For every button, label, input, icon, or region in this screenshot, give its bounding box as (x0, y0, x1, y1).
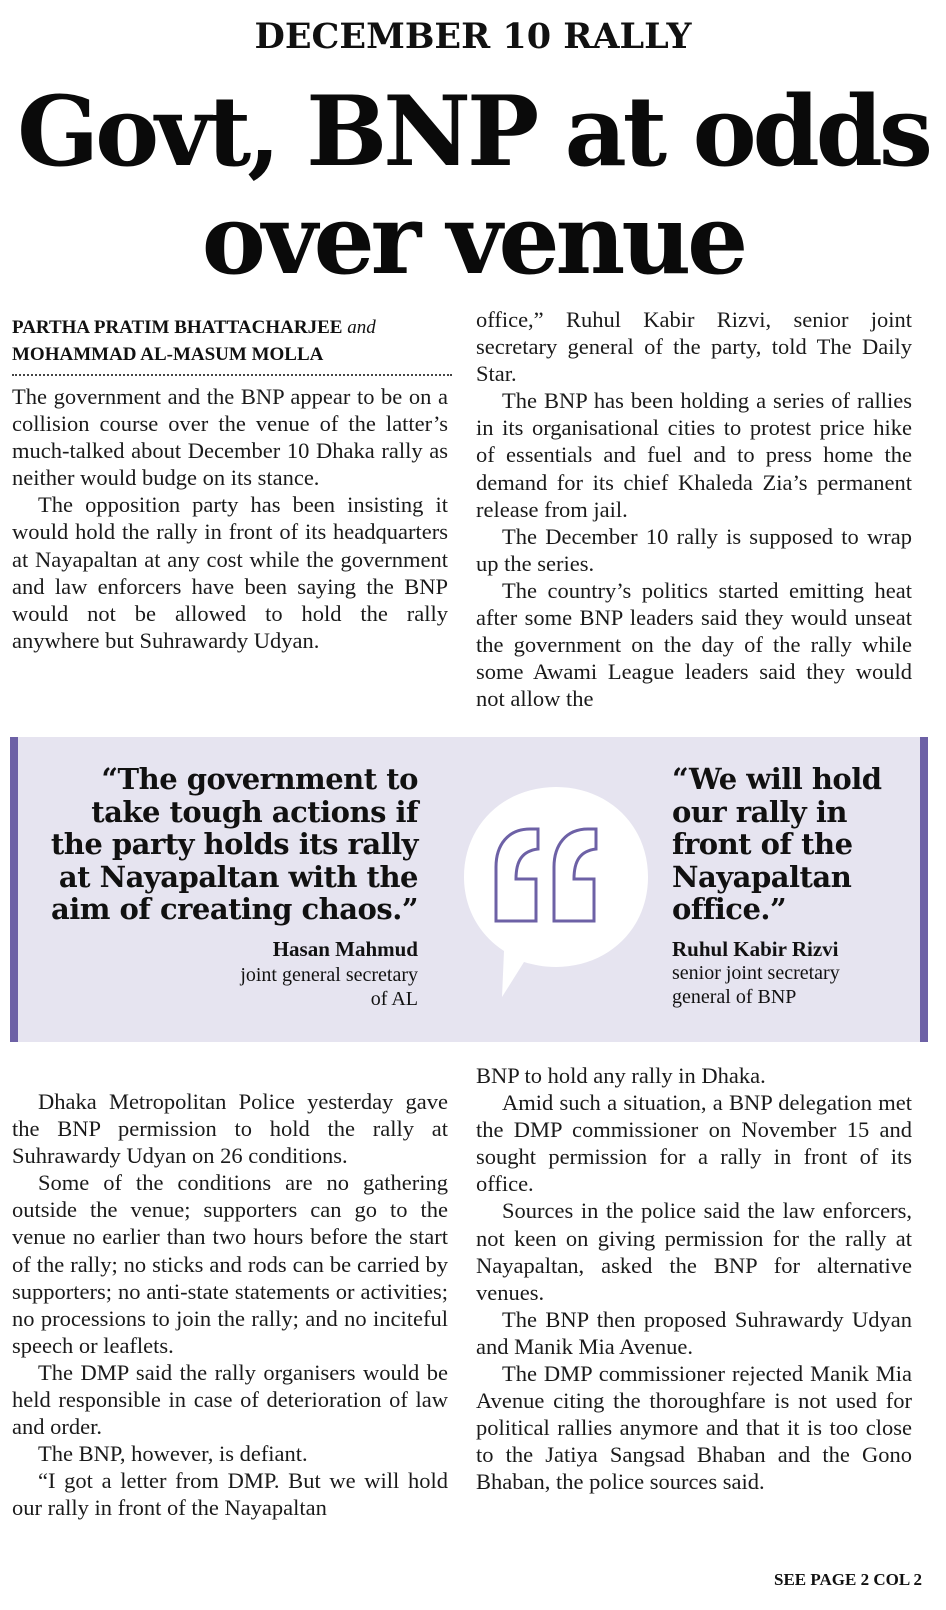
paragraph: The government and the BNP appear to be on a collision course over the venue of the latter’s much-talked about December 10 Dhaka rally as neither would budge on its stance. (12, 384, 448, 491)
pull-quote-line: office.” (672, 892, 787, 926)
article-column-1 (12, 383, 448, 654)
pull-quote-line: the party holds its rally (50, 827, 418, 861)
byline-author-1: PARTHA PRATIM BHATTACHARJEE (12, 317, 343, 338)
paragraph: The DMP said the rally organisers would be held responsible in case of deterioration of law and order. (12, 1359, 448, 1440)
pull-quote-box (10, 737, 928, 1042)
pull-quote-line: at Nayapaltan with the (58, 859, 418, 894)
paragraph: The country’s politics started emitting heat after some BNP leaders said they would unseat the government on the day of the rally while some Awami League leaders said they would not allow the (476, 577, 912, 712)
pull-quote-line: aim of creating chaos.” (50, 892, 418, 926)
paragraph: Amid such a situation, a BNP delegation met the DMP commissioner on November 15 and sought permission for a rally in front of its office. (476, 1090, 912, 1197)
byline (12, 314, 452, 376)
role-line: of AL (370, 988, 418, 1010)
quote-attribution-role-right (672, 961, 912, 1009)
paragraph: The DMP commissioner rejected Manik Mia Avenue citing the thoroughfare is not used for political rallies anymore and that it is too close to the Jatiya Sangsad Bhaban and the Gono Bhaban, the police sources said. (476, 1361, 912, 1495)
paragraph: The December 10 rally is supposed to wrap up the series. (476, 523, 912, 576)
paragraph: office,” Ruhul Kabir Rizvi, senior joint secretary general of the party, told The Daily Star. (476, 307, 912, 387)
article-column-4 (476, 1062, 912, 1496)
quote-bubble-icon (456, 779, 656, 999)
headline (0, 75, 946, 296)
paragraph: The BNP, however, is defiant. (38, 1441, 308, 1467)
pull-quote-line: front of the (672, 827, 853, 861)
paragraph: The BNP has been holding a series of rallies in its organisational cities to protest price hike of essentials and fuel and to press home the demand for its chief Khaleda Zia’s permanent release from jail. (476, 388, 912, 522)
paragraph: “I got a letter from DMP. But we will hold our rally in front of the Nayapaltan (12, 1468, 448, 1521)
paragraph: Sources in the police said the law enforcers, not keen on giving permission for the rally at Nayapaltan, asked the BNP for alternative venues. (476, 1198, 912, 1305)
paragraph: Dhaka Metropolitan Police yesterday gave the BNP permission to hold the rally at Suhrawardy Udyan on 26 conditions. (12, 1089, 448, 1169)
headline-line-2: over venue (201, 183, 745, 296)
pull-quote-left (48, 763, 418, 926)
paragraph: Some of the conditions are no gathering outside the venue; supporters can go to the venue no earlier than two hours before the start of the rally; no sticks and rods can be carried by supporters; no anti-state statements or activities; no processions to join the rally; and no inciteful speech or leaflets. (12, 1170, 448, 1358)
pull-quote-line: “The government to (101, 762, 418, 796)
pull-quote-line: take tough actions if (91, 794, 418, 829)
quote-attribution-name-left: Hasan Mahmud (272, 937, 418, 961)
kicker: DECEMBER 10 RALLY (254, 16, 692, 57)
article-column-3 (12, 1088, 448, 1522)
jump-line: SEE PAGE 2 COL 2 (774, 1570, 922, 1589)
headline-line-1: Govt, BNP at odds (17, 75, 929, 188)
byline-conjunction: and (347, 317, 376, 338)
pull-quote-line: our rally in (672, 794, 847, 829)
pull-quote-line: Nayapaltan (672, 859, 852, 894)
role-line: senior joint secretary (672, 962, 840, 984)
quote-attribution-name-right: Ruhul Kabir Rizvi (672, 937, 839, 961)
paragraph: The opposition party has been insisting it would hold the rally in front of its headquarters at Nayapaltan at any cost while the government and law enforcers have been saying the BNP would not be allowed to hold the rally anywhere but Suhrawardy Udyan. (12, 492, 448, 653)
paragraph: The BNP then proposed Suhrawardy Udyan and Manik Mia Avenue. (476, 1306, 912, 1359)
role-line: joint general secretary (240, 964, 418, 986)
byline-author-2: MOHAMMAD AL-MASUM MOLLA (12, 344, 324, 365)
pull-quote-line: “We will hold (672, 762, 882, 796)
paragraph: BNP to hold any rally in Dhaka. (476, 1063, 766, 1088)
article-column-2 (476, 306, 912, 712)
pull-quote-right (672, 763, 912, 926)
quote-attribution-role-left (48, 963, 418, 1011)
role-line: general of BNP (672, 986, 797, 1008)
